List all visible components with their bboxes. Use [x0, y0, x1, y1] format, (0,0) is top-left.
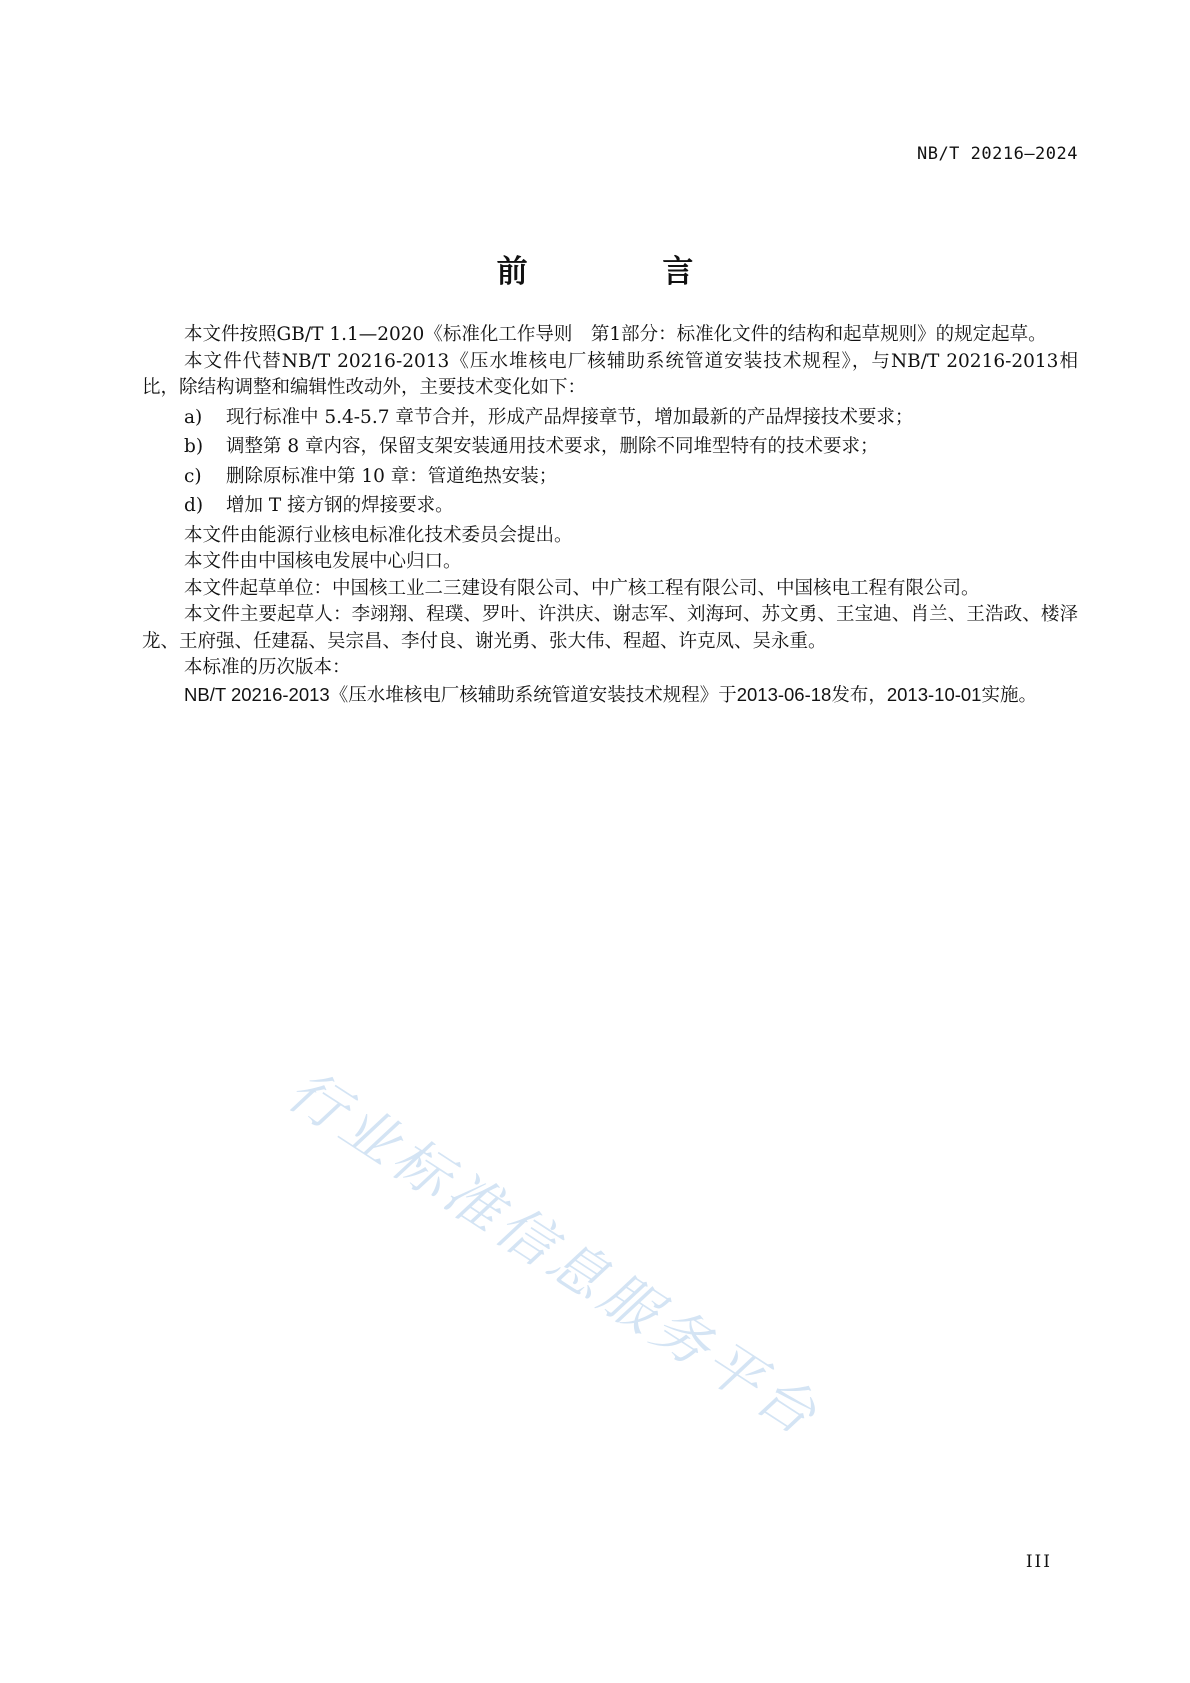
list-item	[142, 464, 1078, 491]
paragraph-replacement: 本文件代替NB/T 20216-2013《压水堆核电厂核辅助系统管道安装技术规程》，与NB/T 20216-2013相比，除结构调整和编辑性改动外，主要技术变化如下：	[142, 350, 1078, 398]
paragraph-version-history: NB/T 20216-2013《压水堆核电厂核辅助系统管道安装技术规程》于2013-06-18发布，2013-10-01实施。	[184, 683, 1037, 705]
foreword-body	[142, 322, 1078, 708]
changes-list	[142, 405, 1078, 520]
list-marker: d)	[184, 495, 204, 516]
paragraph-drafting-units: 本文件起草单位：中国核工业二三建设有限公司、中广核工程有限公司、中国核电工程有限公司。	[184, 577, 980, 599]
list-item	[142, 405, 1078, 432]
list-item	[142, 493, 1078, 520]
page-title: 前 言	[496, 254, 756, 290]
paragraph-proposer: 本文件由能源行业核电标准化技术委员会提出。	[184, 524, 573, 546]
list-item-text: 调整第 8 章内容，保留支架安装通用技术要求，删除不同堆型特有的技术要求；	[226, 436, 879, 457]
list-item-text: 增加 T 接方钢的焊接要求。	[226, 495, 454, 516]
watermark: 行业标准信息服务平台	[276, 1058, 832, 1451]
paragraph-version-history-heading: 本标准的历次版本：	[184, 657, 351, 678]
standard-code: NB/T 20216—2024	[916, 144, 1078, 164]
page-number: III	[1025, 1552, 1052, 1572]
list-item-text: 现行标准中 5.4-5.7 章节合并，形成产品焊接章节，增加最新的产品焊接技术要求；	[226, 406, 914, 428]
list-marker: a)	[184, 406, 203, 428]
paragraph-drafting-rules: 本文件按照GB/T 1.1—2020《标准化工作导则 第1部分：标准化文件的结构和起草规则》的规定起草。	[184, 324, 1047, 345]
paragraph-administrator: 本文件由中国核电发展中心归口。	[184, 551, 462, 572]
paragraph-drafters: 本文件主要起草人：李翊翔、程璞、罗叶、许洪庆、谢志军、刘海珂、苏文勇、王宝迪、肖兰、王浩政、楼泽龙、王府强、任建磊、吴宗昌、李付良、谢光勇、张大伟、程超、许克凤、吴永重。	[142, 604, 1078, 652]
list-item-text: 删除原标准中第 10 章：管道绝热安装；	[226, 465, 558, 487]
list-marker: c)	[184, 465, 202, 487]
list-marker: b)	[184, 436, 204, 457]
list-item	[142, 434, 1078, 461]
